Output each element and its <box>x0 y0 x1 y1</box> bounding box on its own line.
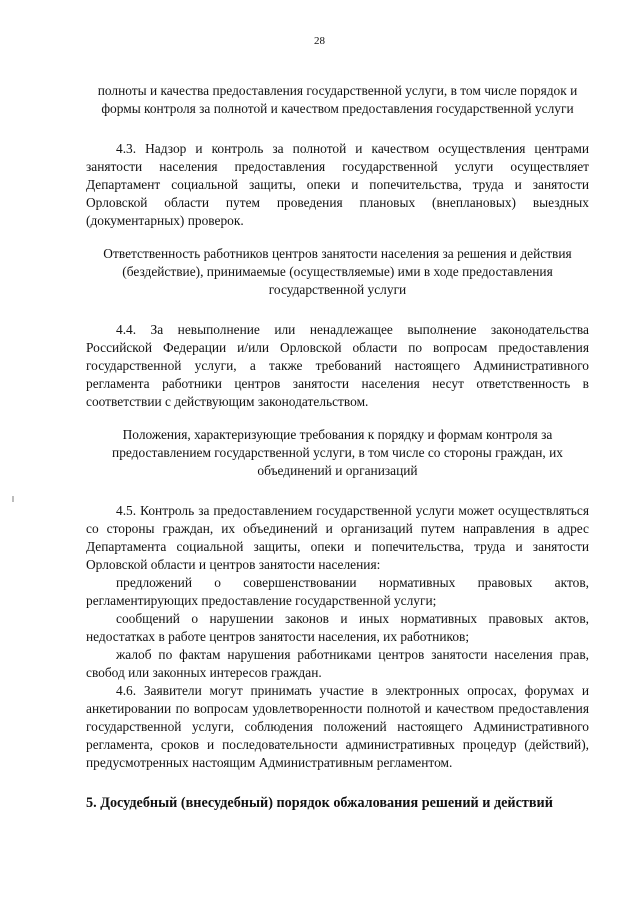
scan-margin-mark <box>12 496 14 502</box>
page-number: 28 <box>314 35 325 47</box>
paragraph-4-3: 4.3. Надзор и контроль за полнотой и качеством осуществления центрами занятости населения предоставления государственной услуги осуществляет Департамент социальной защиты, опеки и попечительства, труда и занятости Орловской области путем проведения плановых (внеплановых) выездных (документарных) проверок. <box>86 141 589 228</box>
subsection-heading-control-requirements: Положения, характеризующие требования к порядку и формам контроля за предоставлением государственной услуги, в том числе со стороны граждан, их объединений и организаций <box>112 427 563 478</box>
document-body <box>86 82 589 813</box>
paragraph-4-4: 4.4. За невыполнение или ненадлежащее выполнение законодательства Российской Федерации и/или Орловской области по вопросам предоставления государственной услуги, а также требований настоящего Административного регламента работники центров занятости населения несут ответственность в соответствии с действующим законодательством. <box>86 322 589 409</box>
section-5-title: 5. Досудебный (внесудебный) порядок обжалования решений и действий <box>86 795 553 811</box>
list-item-proposals: предложений о совершенствовании нормативных правовых актов, регламентирующих предоставление государственной услуги; <box>86 575 589 608</box>
subsection-heading-quality: полноты и качества предоставления государственной услуги, в том числе порядок и формы контроля за полнотой и качеством предоставления государственной услуги <box>97 83 578 116</box>
paragraph-4-6: 4.6. Заявители могут принимать участие в электронных опросах, форумах и анкетировании по вопросам удовлетворенности полнотой и качеством предоставления государственной услуги, соблюдения положений настоящего Административного регламента, сроков и последовательности административных процедур (действий), предусмотренных настоящим Административным регламентом. <box>86 683 589 770</box>
subsection-heading-responsibility: Ответственность работников центров занятости населения за решения и действия (бездействие), принимаемые (осуществляемые) ими в ходе предоставления государственной услуги <box>103 246 572 297</box>
list-item-reports: сообщений о нарушении законов и иных нормативных правовых актов, недостатках в работе центров занятости населения, их работников; <box>86 611 589 644</box>
paragraph-4-5: 4.5. Контроль за предоставлением государственной услуги может осуществляться со стороны граждан, их объединений и организаций путем направления в адрес Департамента социальной защиты, опеки и попечительства, труда и занятости Орловской области и центров занятости населения: <box>86 503 589 572</box>
list-item-complaints: жалоб по фактам нарушения работниками центров занятости населения прав, свобод или законных интересов граждан. <box>86 647 589 680</box>
